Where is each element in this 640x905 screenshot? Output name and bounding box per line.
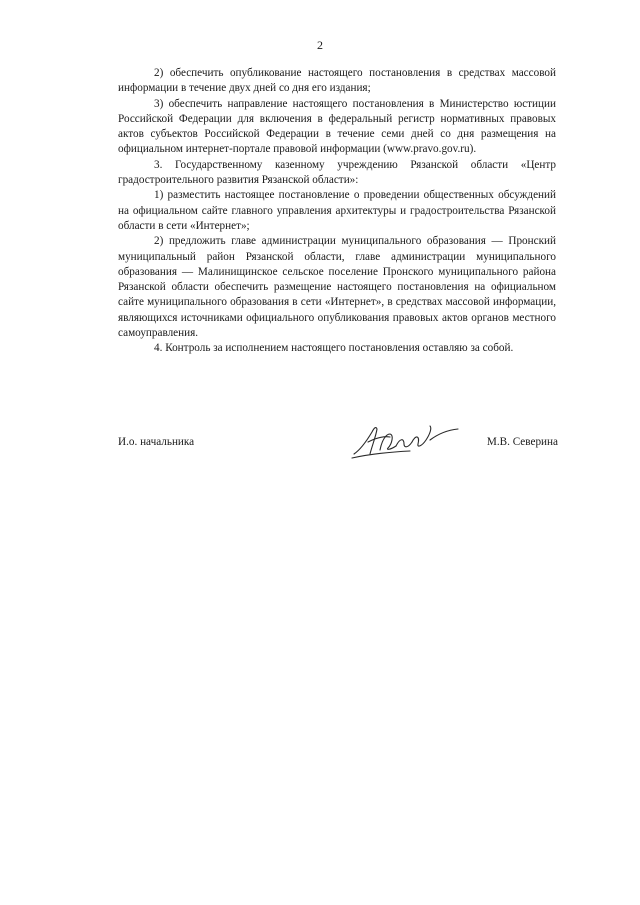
paragraph-ministry-of-justice: 3) обеспечить направление настоящего постановления в Министерство юстиции Российской Федерации для включения в федеральный регистр нормативных правовых актов субъектов Российской Федерации в течение семи дней со дня размещения на официальном интернет-портале правовой информации (www.pravo.gov.ru). <box>118 97 556 156</box>
signer-title: И.о. начальника <box>118 436 195 448</box>
signer-name: М.В. Северина <box>486 436 558 448</box>
paragraph-control: 4. Контроль за исполнением настоящего постановления оставляю за собой. <box>154 342 514 355</box>
page-number: 2 <box>317 38 323 52</box>
paragraph-publication: 2) обеспечить опубликование настоящего постановления в средствах массовой информации в течение двух дней со дня его издания; <box>118 67 556 95</box>
paragraph-municipal-heads: 2) предложить главе администрации муниципального образования — Пронский муниципальный район Рязанской области, главе администрации муниципального образования — Малинищинское сельское поселение Пронского муниципального района Рязанской области обеспечить размещение настоящего постановления на официальном сайте муниципального образования в сети «Интернет», в средствах массовой информации, являющихся источниками официального опубликования правовых актов органов местного самоуправления. <box>118 235 556 340</box>
paragraph-institution: 3. Государственному казенному учреждению Рязанской области «Центр градостроительного развития Рязанской области»: <box>118 158 556 187</box>
paragraph-website-publication: 1) разместить настоящее постановление о проведении общественных обсуждений на официальном сайте главного управления архитектуры и градостроительства Рязанской области в сети «Интернет»; <box>118 189 556 232</box>
document-body <box>118 66 556 357</box>
signature-block <box>118 428 558 468</box>
handwritten-signature <box>350 420 470 462</box>
